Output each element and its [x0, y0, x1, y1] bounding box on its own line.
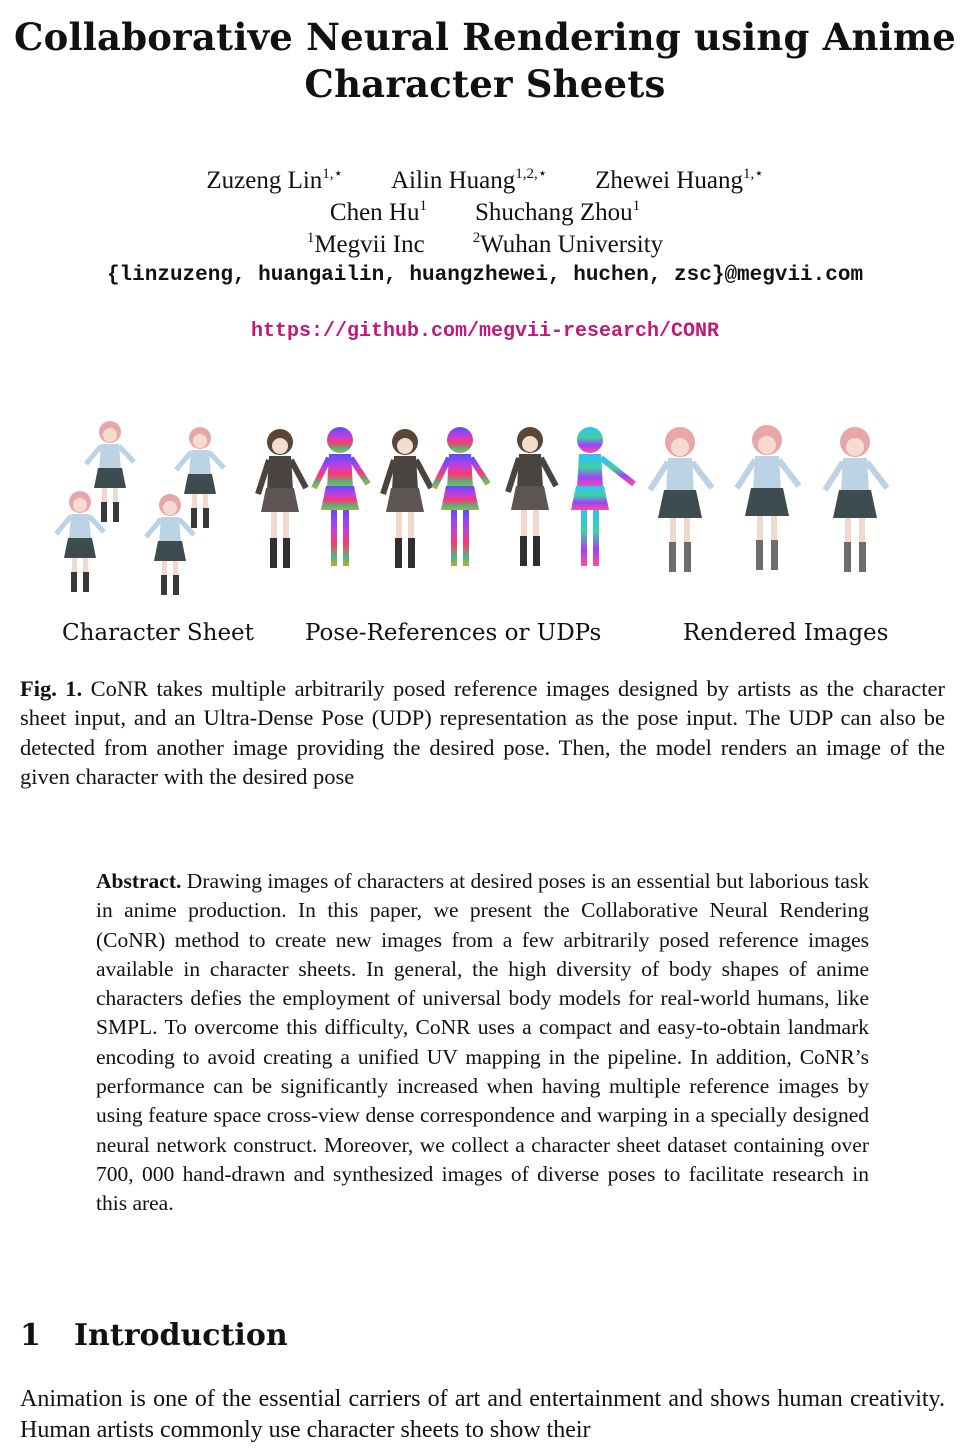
- pose-reference-2: [383, 429, 431, 568]
- udp-1: [314, 427, 368, 566]
- figure-caption-text: CoNR takes multiple arbitrarily posed reference images designed by artists as the character sheet input, and an Ultra-Dense Pose (UDP) representation as the pose input. The UDP can also be detected from another image providing the desired pose. Then, the model renders an image of the given character with the desired pose: [20, 676, 946, 790]
- author-name: Chen Hu$^1$: [329, 198, 427, 226]
- sheet-figure-2: [176, 427, 224, 528]
- figure-1-illustration: [40, 410, 930, 620]
- rendered-image-2: [737, 425, 799, 570]
- section-heading: [20, 1318, 288, 1353]
- pose-reference-1: [258, 429, 306, 568]
- figure-label-rendered-images: Rendered Images: [683, 620, 889, 646]
- paper-title: Collaborative Neural Rendering using Anime Character Sheets: [14, 15, 956, 106]
- rendered-image-1: [650, 427, 712, 572]
- affiliation: $^1$Megvii Inc: [306, 230, 425, 258]
- rendered-image-3: [825, 427, 887, 572]
- section-number: 1: [20, 1318, 41, 1353]
- author-row-1: [0, 165, 970, 197]
- figure-label-character-sheet: Character Sheet: [62, 620, 254, 646]
- author-emails: {linzuzeng, huangailin, huangzhewei, huchen, zsc}@megvii.com: [106, 264, 864, 287]
- author-name: Zhewei Huang$^{1,⋆}$: [595, 166, 764, 194]
- figure-label-pose-references: Pose-References or UDPs: [305, 620, 602, 646]
- github-link[interactable]: https://github.com/megvii-research/CONR: [250, 320, 720, 343]
- udp-3: [571, 427, 634, 566]
- udp-2: [434, 427, 488, 566]
- abstract: [96, 867, 869, 1219]
- sheet-figure-4: [146, 494, 194, 595]
- author-row-2: [0, 197, 970, 229]
- pose-reference-3: [508, 427, 556, 566]
- section-title: Introduction: [74, 1318, 288, 1353]
- section-body-text: Animation is one of the essential carriers of art and entertainment and shows human creativity. Human artists commonly use character sheets to show their: [20, 1386, 945, 1443]
- abstract-label: Abstract.: [96, 869, 182, 893]
- author-name: Zuzeng Lin$^{1,⋆}$: [206, 166, 343, 194]
- affiliation: $^2$Wuhan University: [472, 230, 664, 258]
- affiliations: [0, 229, 970, 261]
- abstract-text: Drawing images of characters at desired poses is an essential but laborious task in anime production. In this paper, we present the Collaborative Neural Rendering (CoNR) method to create new images from a few arbitrarily posed reference images available in character sheets. In general, the high diversity of body shapes of anime characters defies the employment of universal body models for real-world humans, like SMPL. To overcome this difficulty, CoNR uses a compact and easy-to-obtain landmark encoding to avoid creating a unified UV mapping in the pipeline. In addition, CoNR’s performance can be significantly increased when having multiple reference images by using feature space cross-view dense correspondence and warping in a specially designed neural network construct. Moreover, we collect a character sheet dataset containing over 700, 000 hand-drawn and synthesized images of diverse poses to facilitate research in this area.: [96, 869, 869, 1216]
- figure-caption-label: Fig. 1.: [20, 676, 83, 701]
- author-name: Ailin Huang$^{1,2,⋆}$: [390, 166, 548, 194]
- sheet-figure-3: [56, 491, 104, 592]
- author-name: Shuchang Zhou$^1$: [474, 198, 641, 226]
- sheet-figure-1: [86, 421, 134, 522]
- figure-caption: [20, 674, 945, 792]
